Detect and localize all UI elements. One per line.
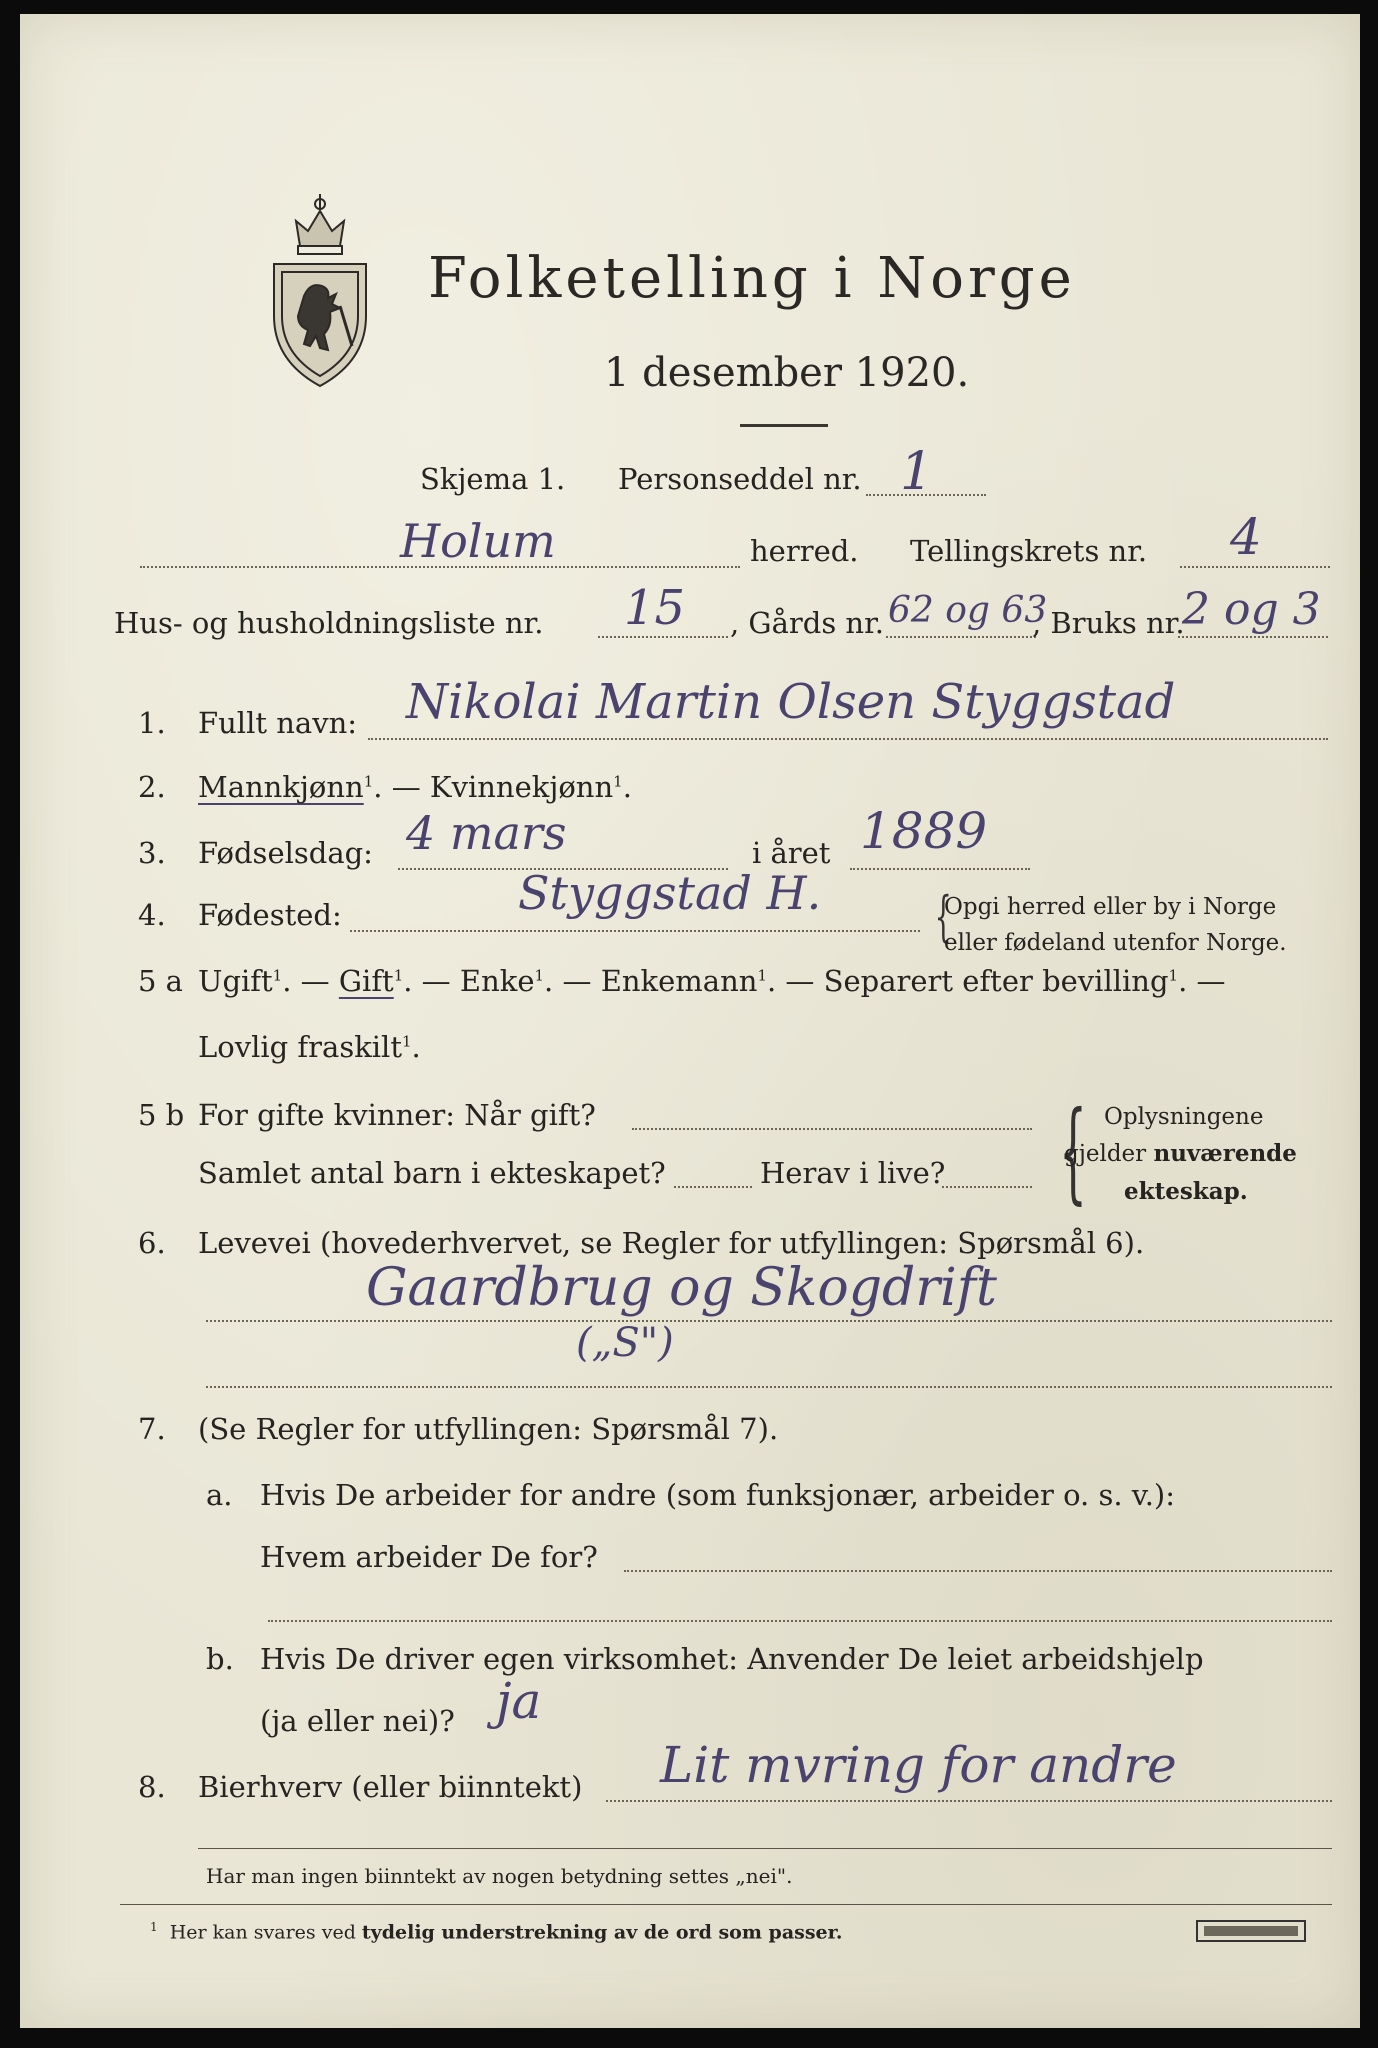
footnote: $^1$ Her kan svares ved tydelig understrekning av de ord som passer.: [150, 1920, 843, 1944]
occupation-field-line-2: [206, 1386, 1332, 1388]
bruks-value[interactable]: 2 og 3: [1182, 584, 1321, 635]
marital-option-enkemann[interactable]: Enkemann: [600, 964, 758, 998]
gender-option-mannkjonn[interactable]: Mannkjønn: [198, 770, 364, 804]
q7a-letter: a.: [206, 1478, 233, 1512]
q4-number: 4.: [138, 898, 166, 932]
q7b-label: Hvis De driver egen virksomhet: Anvender De leiet arbeidshjelp: [260, 1642, 1204, 1676]
birthdate-label: Fødselsdag:: [198, 836, 373, 870]
marital-status-options: Ugift$^1$. — Gift$^1$. — Enke$^1$. — Enkemann$^1$. — Separert efter bevilling$^1$. —: [198, 964, 1226, 998]
q1-number: 1.: [138, 706, 166, 740]
birthplace-label: Fødested:: [198, 898, 342, 932]
no-income-note: Har man ingen biinntekt av nogen betydning settes „nei".: [206, 1864, 793, 1888]
personseddel-label: Personseddel nr.: [618, 462, 862, 496]
side-income-label: Bierhverv (eller biinntekt): [198, 1770, 583, 1804]
q5a-number: 5 a: [138, 964, 183, 998]
printer-stamp-icon: [1196, 1920, 1306, 1942]
birthplace-note-line2: eller fødeland utenfor Norge.: [944, 930, 1287, 956]
herred-label: herred.: [750, 534, 859, 568]
q7-number: 7.: [138, 1412, 166, 1446]
husliste-field-line: [598, 636, 728, 638]
tellingskrets-field-line: [1180, 566, 1330, 568]
q7b-letter: b.: [206, 1642, 234, 1676]
norwegian-coat-of-arms-emblem: [260, 186, 380, 396]
bruks-field-line: [1178, 636, 1328, 638]
gards-label: , Gårds nr.: [730, 606, 884, 640]
q7a-label: Hvis De arbeider for andre (som funksjonær, arbeider o. s. v.):: [260, 1478, 1176, 1512]
employer-field-line-2: [268, 1620, 1332, 1622]
marriage-note-brace: {: [1059, 1087, 1087, 1215]
married-when-label: For gifte kvinner: Når gift?: [198, 1098, 596, 1132]
herred-value[interactable]: Holum: [400, 514, 556, 568]
married-when-field-line: [632, 1128, 1032, 1130]
marital-option-ugift[interactable]: Ugift: [198, 964, 273, 998]
q6-number: 6.: [138, 1226, 166, 1260]
personseddel-value[interactable]: 1: [900, 442, 934, 502]
occupation-field-line-1: [206, 1320, 1332, 1322]
birthplace-note-line1: Opgi herred eller by i Norge: [944, 894, 1277, 920]
marital-option-gift[interactable]: Gift: [338, 964, 394, 998]
hired-help-label: (ja eller nei)?: [260, 1704, 455, 1738]
full-name-field-line: [368, 738, 1328, 740]
tellingskrets-value[interactable]: 4: [1230, 508, 1262, 566]
employer-field-line-1: [624, 1570, 1332, 1572]
footer-divider-1: [198, 1848, 1332, 1849]
full-name-label: Fullt navn:: [198, 706, 358, 740]
q7-label: (Se Regler for utfyllingen: Spørsmål 7).: [198, 1412, 779, 1446]
birthdate-value[interactable]: 4 mars: [406, 806, 567, 860]
marital-option-separert[interactable]: Separert efter bevilling: [823, 964, 1169, 998]
birth-year-value[interactable]: 1889: [860, 802, 988, 860]
gards-field-line: [886, 636, 1036, 638]
q8-number: 8.: [138, 1770, 166, 1804]
occupation-code-value[interactable]: („S"): [576, 1320, 674, 1366]
q2-number: 2.: [138, 770, 166, 804]
marital-option-fraskilt[interactable]: Lovlig fraskilt: [198, 1030, 402, 1064]
census-form-page: [20, 14, 1360, 2028]
form-title: Folketelling i Norge: [428, 246, 1076, 311]
birthplace-field-line: [350, 930, 920, 932]
birthplace-value[interactable]: Styggstad H.: [518, 866, 822, 920]
children-alive-label: Herav i live?: [760, 1156, 946, 1190]
q3-number: 3.: [138, 836, 166, 870]
marital-option-fraskilt-row: Lovlig fraskilt$^1$.: [198, 1030, 421, 1064]
footer-divider-2: [120, 1904, 1332, 1905]
gender-options: Mannkjønn$^1$. — Kvinnekjønn$^1$.: [198, 770, 632, 804]
gards-value[interactable]: 62 og 63: [888, 590, 1048, 631]
husliste-value[interactable]: 15: [624, 580, 686, 636]
employer-label: Hvem arbeider De for?: [260, 1540, 598, 1574]
side-income-value[interactable]: Lit mvring for andre: [660, 1736, 1177, 1794]
census-date: 1 desember 1920.: [604, 350, 970, 396]
birth-year-field-line: [850, 868, 1030, 870]
children-count-label: Samlet antal barn i ekteskapet?: [198, 1156, 666, 1190]
children-count-field-line: [674, 1186, 752, 1188]
skjema-label: Skjema 1.: [420, 462, 566, 496]
birthplace-note-brace: {: [934, 885, 952, 948]
birth-year-label: i året: [752, 836, 831, 870]
marriage-note-line2: gjelder nuværende: [1064, 1140, 1297, 1167]
occupation-label: Levevei (hovederhvervet, se Regler for utfyllingen: Spørsmål 6).: [198, 1226, 1145, 1260]
occupation-value[interactable]: Gaardbrug og Skogdrift: [366, 1258, 997, 1318]
side-income-field-line: [606, 1800, 1332, 1802]
husliste-label: Hus- og husholdningsliste nr.: [114, 606, 544, 640]
bruks-label: , Bruks nr.: [1032, 606, 1185, 640]
hired-help-value[interactable]: ja: [496, 1672, 542, 1730]
children-alive-field-line: [942, 1186, 1032, 1188]
marital-option-enke[interactable]: Enke: [459, 964, 535, 998]
marriage-note-line3: ekteskap.: [1124, 1178, 1248, 1205]
gender-option-kvinnekjonn[interactable]: Kvinnekjønn: [429, 770, 614, 804]
full-name-value[interactable]: Nikolai Martin Olsen Styggstad: [406, 674, 1176, 730]
title-divider: [740, 424, 828, 427]
marriage-note-line1: Oplysningene: [1104, 1104, 1264, 1130]
tellingskrets-label: Tellingskrets nr.: [910, 534, 1148, 568]
q5b-number: 5 b: [138, 1098, 185, 1132]
